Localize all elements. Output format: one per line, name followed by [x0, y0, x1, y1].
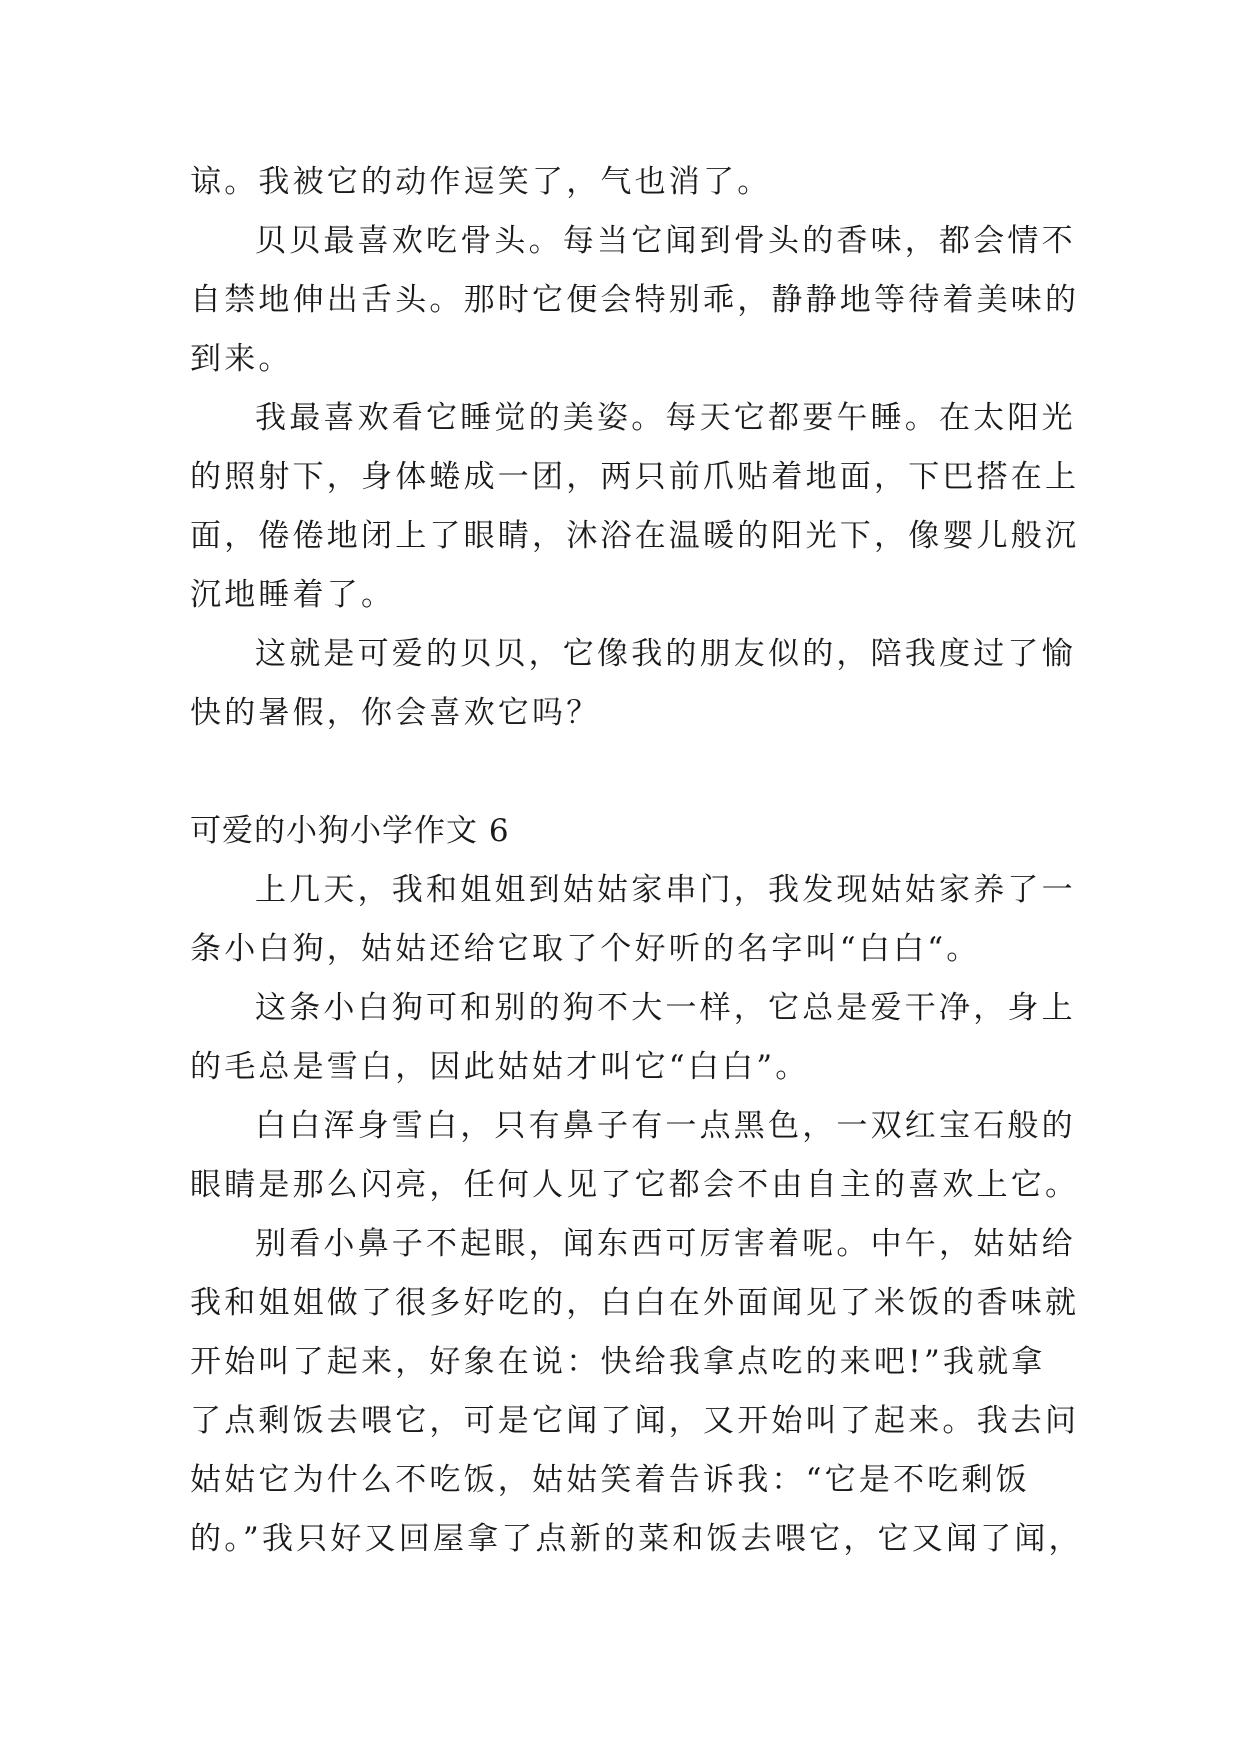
text-line: 开始叫了起来，好象在说：快给我拿点吃的来吧!”我就拿 — [190, 1344, 1046, 1380]
text-line: 了点剩饭去喂它，可是它闻了闻，又开始叫了起来。我去问 — [190, 1403, 1080, 1439]
text-line: 条小白狗，姑姑还给它取了个好听的名字叫“白白“。 — [190, 931, 981, 967]
text-line: 沉地睡着了。 — [190, 577, 396, 613]
text-line: 面，倦倦地闭上了眼睛，沐浴在温暖的阳光下，像婴儿般沉 — [190, 518, 1080, 554]
section-title: 可爱的小狗小学作文 6 — [190, 813, 510, 849]
text-line: 我和姐姐做了很多好吃的，白白在外面闻见了米饭的香味就 — [190, 1285, 1080, 1321]
paragraph-start-line: 这条小白狗可和别的狗不大一样，它总是爱干净，身上 — [255, 990, 1076, 1026]
paragraph-start-line: 这就是可爱的贝贝，它像我的朋友似的，陪我度过了愉 — [255, 636, 1076, 672]
text-line: 的毛总是雪白，因此姑姑才叫它“白白”。 — [190, 1049, 810, 1085]
text-line: 谅。我被它的动作逗笑了，气也消了。 — [190, 164, 772, 200]
text-line: 眼睛是那么闪亮，任何人见了它都会不由自主的喜欢上它。 — [190, 1167, 1080, 1203]
text-line: 自禁地伸出舌头。那时它便会特别乖，静静地等待着美味的 — [190, 282, 1080, 318]
paragraph-start-line: 上几天，我和姐姐到姑姑家串门，我发现姑姑家养了一 — [255, 872, 1076, 908]
text-line: 的。”我只好又回屋拿了点新的菜和饭去喂它，它又闻了闻， — [190, 1521, 1083, 1557]
paragraph-start-line: 白白浑身雪白，只有鼻子有一点黑色，一双红宝石般的 — [255, 1108, 1076, 1144]
paragraph-start-line: 别看小鼻子不起眼，闻东西可厉害着呢。中午，姑姑给 — [255, 1226, 1076, 1262]
paragraph-start-line: 我最喜欢看它睡觉的美姿。每天它都要午睡。在太阳光 — [255, 400, 1076, 436]
text-line: 姑姑它为什么不吃饭，姑姑笑着告诉我：“它是不吃剩饭 — [190, 1462, 1030, 1498]
text-line: 到来。 — [190, 341, 293, 377]
text-line: 的照射下，身体蜷成一团，两只前爪贴着地面，下巴搭在上 — [190, 459, 1080, 495]
paragraph-start-line: 贝贝最喜欢吃骨头。每当它闻到骨头的香味，都会情不 — [255, 223, 1076, 259]
text-line: 快的暑假，你会喜欢它吗？ — [190, 695, 601, 731]
